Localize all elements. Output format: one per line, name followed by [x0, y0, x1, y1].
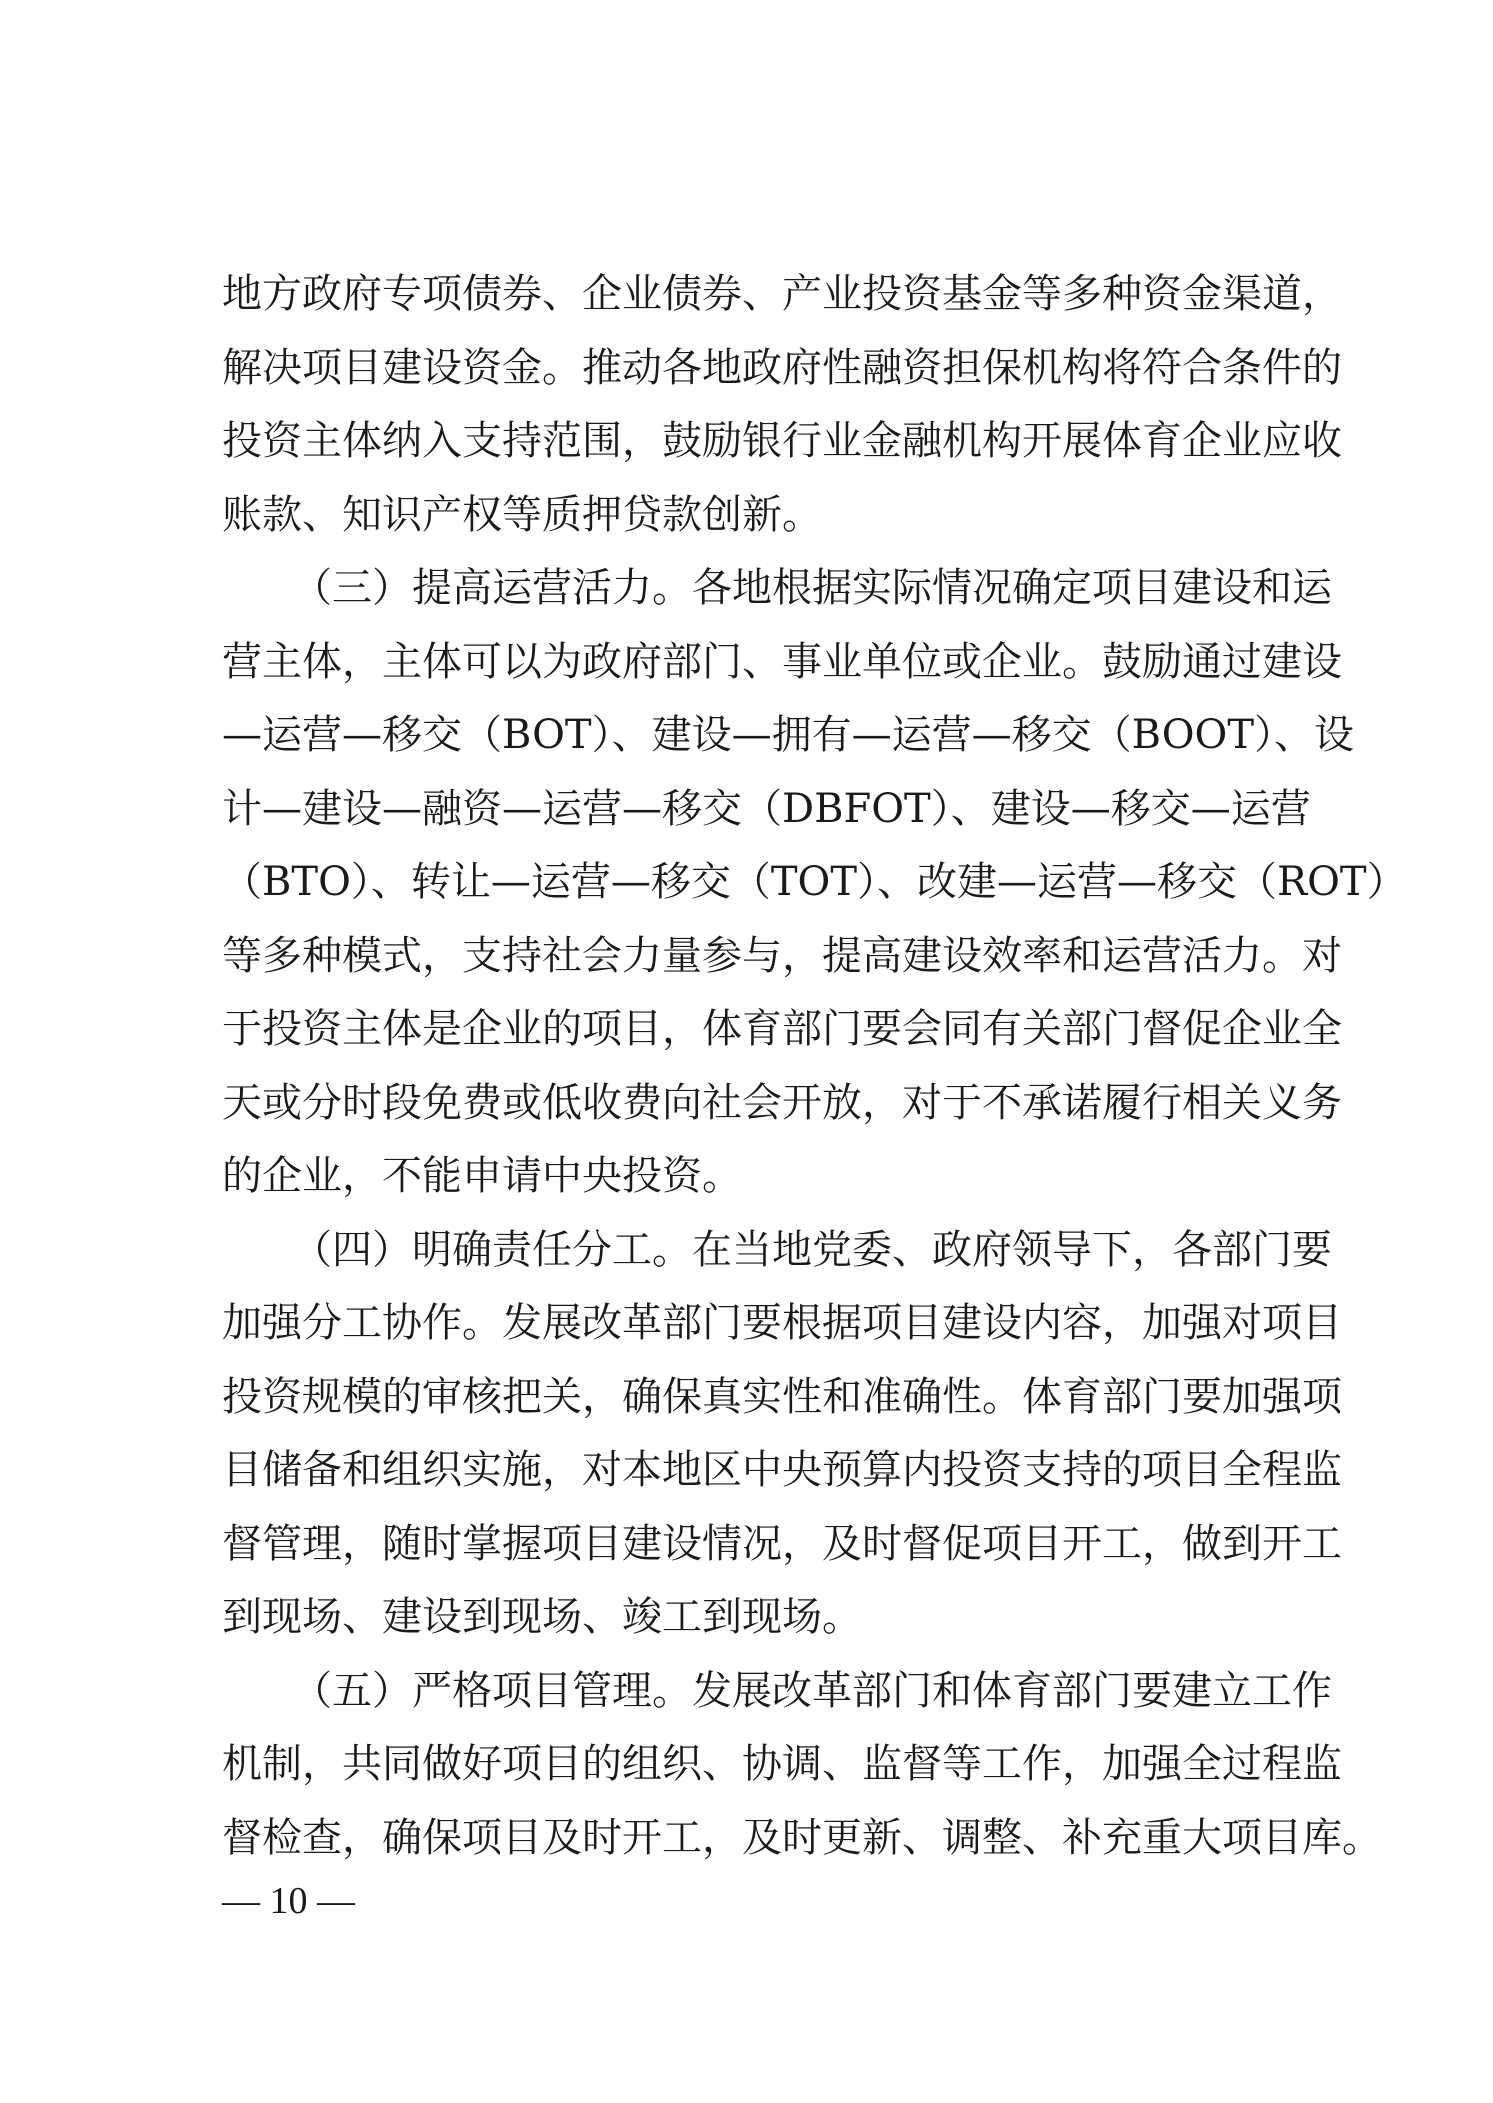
page-number: — 10 — [222, 1880, 355, 1922]
text-line: 账款、知识产权等质押贷款创新。 [222, 491, 822, 538]
text-line: 督管理，随时掌握项目建设情况，及时督促项目开工，做到开工 [222, 1520, 1342, 1567]
text-line: 督检查，确保项目及时开工，及时更新、调整、补充重大项目库。 [222, 1814, 1382, 1861]
text-line: 加强分工协作。发展改革部门要根据项目建设内容，加强对项目 [222, 1300, 1342, 1346]
text-line: 天或分时段免费或低收费向社会开放，对于不承诺履行相关义务 [222, 1079, 1342, 1126]
text-line: 等多种模式，支持社会力量参与，提高建设效率和运营活力。对 [222, 932, 1342, 979]
text-line: —运营—移交（BOT）、建设—拥有—运营—移交（BOOT）、设 [222, 712, 1355, 758]
text-line: 目储备和组织实施，对本地区中央预算内投资支持的项目全程监 [222, 1447, 1342, 1493]
text-line: 投资主体纳入支持范围，鼓励银行业金融机构开展体育企业应收 [222, 418, 1342, 464]
text-line: （五）严格项目管理。发展改革部门和体育部门要建立工作 [292, 1667, 1332, 1714]
text-line: 到现场、建设到现场、竣工到现场。 [222, 1594, 862, 1640]
text-line: 计—建设—融资—运营—移交（DBFOT）、建设—移交—运营 [222, 785, 1311, 832]
text-line: 投资规模的审核把关，确保真实性和准确性。体育部门要加强项 [222, 1373, 1342, 1420]
text-line: 的企业，不能申请中央投资。 [222, 1153, 742, 1199]
text-line: 营主体，主体可以为政府部门、事业单位或企业。鼓励通过建设 [222, 638, 1342, 685]
text-line: 机制，共同做好项目的组织、协调、监督等工作，加强全过程监 [222, 1741, 1342, 1787]
text-line: （四）明确责任分工。在当地党委、政府领导下，各部门要 [292, 1226, 1332, 1273]
body-text [222, 258, 1407, 1875]
text-line: 解决项目建设资金。推动各地政府性融资担保机构将符合条件的 [222, 344, 1342, 391]
text-line: （BTO）、转让—运营—移交（TOT）、改建—运营—移交（ROT） [222, 859, 1407, 905]
text-line: 于投资主体是企业的项目，体育部门要会同有关部门督促企业全 [222, 1006, 1342, 1052]
text-line: （三）提高运营活力。各地根据实际情况确定项目建设和运 [292, 565, 1332, 611]
text-line: 地方政府专项债券、企业债券、产业投资基金等多种资金渠道， [222, 271, 1342, 317]
